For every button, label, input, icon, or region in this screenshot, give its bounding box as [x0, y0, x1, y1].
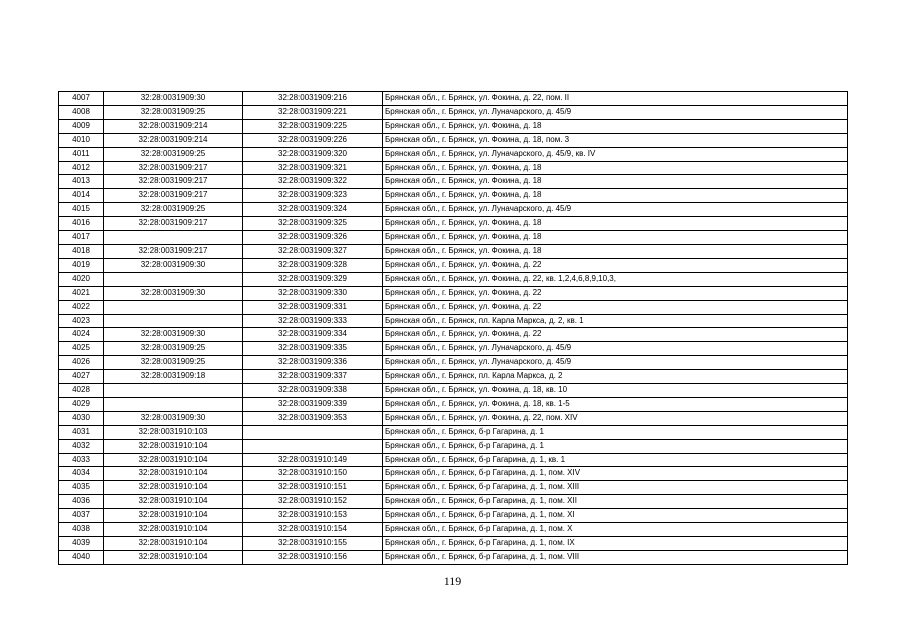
source-cadastral-number-cell: 32:28:0031909:217: [104, 175, 243, 189]
row-number-cell: 4031: [59, 425, 104, 439]
source-cadastral-number-cell: 32:28:0031909:25: [104, 356, 243, 370]
table-row: [59, 231, 848, 245]
table-row: [59, 175, 848, 189]
source-cadastral-number-cell: 32:28:0031909:214: [104, 133, 243, 147]
cadastral-number-cell: 32:28:0031910:150: [243, 467, 383, 481]
address-cell: Брянская обл., г. Брянск, ул. Фокина, д. 18: [383, 161, 848, 175]
cadastral-number-cell: [243, 425, 383, 439]
table-row: [59, 119, 848, 133]
cadastral-number-cell: 32:28:0031909:325: [243, 217, 383, 231]
row-number-cell: 4035: [59, 481, 104, 495]
cadastral-number-cell: 32:28:0031909:221: [243, 105, 383, 119]
address-cell: Брянская обл., г. Брянск, ул. Фокина, д. 22, пом. II: [383, 92, 848, 106]
table-row: [59, 328, 848, 342]
row-number-cell: 4025: [59, 342, 104, 356]
table-row: [59, 203, 848, 217]
row-number-cell: 4010: [59, 133, 104, 147]
row-number-cell: 4012: [59, 161, 104, 175]
address-cell: Брянская обл., г. Брянск, ул. Фокина, д. 22: [383, 300, 848, 314]
address-cell: Брянская обл., г. Брянск, б-р Гагарина, д. 1, пом. VIII: [383, 550, 848, 564]
source-cadastral-number-cell: 32:28:0031909:214: [104, 119, 243, 133]
address-cell: Брянская обл., г. Брянск, ул. Фокина, д. 22: [383, 328, 848, 342]
cadastral-number-cell: 32:28:0031909:322: [243, 175, 383, 189]
source-cadastral-number-cell: 32:28:0031909:25: [104, 147, 243, 161]
address-cell: Брянская обл., г. Брянск, ул. Луначарского, д. 45/9, кв. IV: [383, 147, 848, 161]
address-cell: Брянская обл., г. Брянск, ул. Фокина, д. 18: [383, 244, 848, 258]
address-cell: Брянская обл., г. Брянск, пл. Карла Маркса, д. 2: [383, 370, 848, 384]
table-row: [59, 453, 848, 467]
row-number-cell: 4018: [59, 244, 104, 258]
address-cell: Брянская обл., г. Брянск, ул. Фокина, д. 18, пом. 3: [383, 133, 848, 147]
cadastral-number-cell: 32:28:0031909:216: [243, 92, 383, 106]
address-cell: Брянская обл., г. Брянск, ул. Фокина, д. 22: [383, 286, 848, 300]
property-registry-table: [58, 91, 848, 565]
cadastral-number-cell: 32:28:0031909:335: [243, 342, 383, 356]
address-cell: Брянская обл., г. Брянск, б-р Гагарина, д. 1: [383, 425, 848, 439]
source-cadastral-number-cell: [104, 397, 243, 411]
table-row: [59, 439, 848, 453]
source-cadastral-number-cell: 32:28:0031910:104: [104, 550, 243, 564]
source-cadastral-number-cell: 32:28:0031909:25: [104, 342, 243, 356]
table-row: [59, 300, 848, 314]
table-row: [59, 161, 848, 175]
cadastral-number-cell: 32:28:0031909:226: [243, 133, 383, 147]
table-row: [59, 411, 848, 425]
cadastral-number-cell: 32:28:0031910:149: [243, 453, 383, 467]
table-row: [59, 105, 848, 119]
address-cell: Брянская обл., г. Брянск, б-р Гагарина, д. 1, пом. XIV: [383, 467, 848, 481]
row-number-cell: 4007: [59, 92, 104, 106]
address-cell: Брянская обл., г. Брянск, ул. Луначарского, д. 45/9: [383, 342, 848, 356]
row-number-cell: 4037: [59, 509, 104, 523]
address-cell: Брянская обл., г. Брянск, б-р Гагарина, д. 1: [383, 439, 848, 453]
source-cadastral-number-cell: 32:28:0031909:30: [104, 328, 243, 342]
address-cell: Брянская обл., г. Брянск, б-р Гагарина, д. 1, пом. XIII: [383, 481, 848, 495]
source-cadastral-number-cell: 32:28:0031910:104: [104, 537, 243, 551]
table-row: [59, 314, 848, 328]
cadastral-number-cell: 32:28:0031909:327: [243, 244, 383, 258]
row-number-cell: 4026: [59, 356, 104, 370]
cadastral-number-cell: 32:28:0031909:339: [243, 397, 383, 411]
row-number-cell: 4017: [59, 231, 104, 245]
cadastral-number-cell: 32:28:0031910:156: [243, 550, 383, 564]
cadastral-number-cell: 32:28:0031910:154: [243, 523, 383, 537]
row-number-cell: 4009: [59, 119, 104, 133]
address-cell: Брянская обл., г. Брянск, ул. Фокина, д. 18: [383, 119, 848, 133]
table-row: [59, 286, 848, 300]
row-number-cell: 4032: [59, 439, 104, 453]
table-row: [59, 425, 848, 439]
table-row: [59, 509, 848, 523]
table-row: [59, 481, 848, 495]
source-cadastral-number-cell: 32:28:0031909:217: [104, 244, 243, 258]
table-row: [59, 550, 848, 564]
table-row: [59, 244, 848, 258]
address-cell: Брянская обл., г. Брянск, б-р Гагарина, д. 1, пом. XI: [383, 509, 848, 523]
row-number-cell: 4013: [59, 175, 104, 189]
cadastral-number-cell: 32:28:0031909:320: [243, 147, 383, 161]
table-row: [59, 384, 848, 398]
table-row: [59, 189, 848, 203]
row-number-cell: 4016: [59, 217, 104, 231]
source-cadastral-number-cell: 32:28:0031910:104: [104, 509, 243, 523]
table-body: [59, 92, 848, 565]
row-number-cell: 4021: [59, 286, 104, 300]
row-number-cell: 4014: [59, 189, 104, 203]
source-cadastral-number-cell: 32:28:0031909:30: [104, 286, 243, 300]
cadastral-number-cell: 32:28:0031909:337: [243, 370, 383, 384]
source-cadastral-number-cell: 32:28:0031910:104: [104, 453, 243, 467]
page-number: 119: [443, 574, 462, 588]
source-cadastral-number-cell: 32:28:0031909:18: [104, 370, 243, 384]
table-row: [59, 370, 848, 384]
row-number-cell: 4019: [59, 258, 104, 272]
row-number-cell: 4033: [59, 453, 104, 467]
table-row: [59, 356, 848, 370]
row-number-cell: 4028: [59, 384, 104, 398]
row-number-cell: 4015: [59, 203, 104, 217]
address-cell: Брянская обл., г. Брянск, ул. Фокина, д. 18: [383, 217, 848, 231]
source-cadastral-number-cell: 32:28:0031910:104: [104, 495, 243, 509]
table-row: [59, 397, 848, 411]
row-number-cell: 4020: [59, 272, 104, 286]
source-cadastral-number-cell: 32:28:0031910:104: [104, 523, 243, 537]
source-cadastral-number-cell: [104, 384, 243, 398]
source-cadastral-number-cell: [104, 300, 243, 314]
cadastral-number-cell: 32:28:0031909:331: [243, 300, 383, 314]
table-row: [59, 258, 848, 272]
row-number-cell: 4023: [59, 314, 104, 328]
cadastral-number-cell: 32:28:0031909:329: [243, 272, 383, 286]
source-cadastral-number-cell: 32:28:0031909:30: [104, 258, 243, 272]
source-cadastral-number-cell: 32:28:0031909:30: [104, 92, 243, 106]
source-cadastral-number-cell: 32:28:0031909:217: [104, 161, 243, 175]
address-cell: Брянская обл., г. Брянск, б-р Гагарина, д. 1, кв. 1: [383, 453, 848, 467]
row-number-cell: 4040: [59, 550, 104, 564]
address-cell: Брянская обл., г. Брянск, ул. Фокина, д. 18, кв. 10: [383, 384, 848, 398]
row-number-cell: 4034: [59, 467, 104, 481]
cadastral-number-cell: 32:28:0031909:338: [243, 384, 383, 398]
address-cell: Брянская обл., г. Брянск, ул. Фокина, д. 18: [383, 231, 848, 245]
table-row: [59, 133, 848, 147]
cadastral-number-cell: 32:28:0031909:333: [243, 314, 383, 328]
document-page: [58, 91, 847, 565]
cadastral-number-cell: 32:28:0031910:155: [243, 537, 383, 551]
source-cadastral-number-cell: 32:28:0031910:104: [104, 467, 243, 481]
source-cadastral-number-cell: [104, 314, 243, 328]
address-cell: Брянская обл., г. Брянск, ул. Луначарского, д. 45/9: [383, 105, 848, 119]
table-row: [59, 217, 848, 231]
address-cell: Брянская обл., г. Брянск, ул. Луначарского, д. 45/9: [383, 203, 848, 217]
source-cadastral-number-cell: 32:28:0031909:30: [104, 411, 243, 425]
source-cadastral-number-cell: 32:28:0031909:217: [104, 217, 243, 231]
table-row: [59, 495, 848, 509]
cadastral-number-cell: 32:28:0031909:324: [243, 203, 383, 217]
cadastral-number-cell: 32:28:0031909:321: [243, 161, 383, 175]
table-row: [59, 92, 848, 106]
address-cell: Брянская обл., г. Брянск, б-р Гагарина, д. 1, пом. X: [383, 523, 848, 537]
cadastral-number-cell: 32:28:0031909:334: [243, 328, 383, 342]
address-cell: Брянская обл., г. Брянск, ул. Фокина, д. 22, кв. 1,2,4,6,8,9,10,3,: [383, 272, 848, 286]
source-cadastral-number-cell: [104, 272, 243, 286]
table-row: [59, 272, 848, 286]
row-number-cell: 4038: [59, 523, 104, 537]
address-cell: Брянская обл., г. Брянск, ул. Фокина, д. 18: [383, 189, 848, 203]
address-cell: Брянская обл., г. Брянск, ул. Фокина, д. 22: [383, 258, 848, 272]
address-cell: Брянская обл., г. Брянск, б-р Гагарина, д. 1, пом. XII: [383, 495, 848, 509]
source-cadastral-number-cell: 32:28:0031910:103: [104, 425, 243, 439]
row-number-cell: 4008: [59, 105, 104, 119]
cadastral-number-cell: 32:28:0031910:152: [243, 495, 383, 509]
source-cadastral-number-cell: [104, 231, 243, 245]
cadastral-number-cell: 32:28:0031909:328: [243, 258, 383, 272]
cadastral-number-cell: 32:28:0031909:353: [243, 411, 383, 425]
cadastral-number-cell: 32:28:0031910:153: [243, 509, 383, 523]
row-number-cell: 4011: [59, 147, 104, 161]
address-cell: Брянская обл., г. Брянск, ул. Фокина, д. 18: [383, 175, 848, 189]
address-cell: Брянская обл., г. Брянск, б-р Гагарина, д. 1, пом. IX: [383, 537, 848, 551]
source-cadastral-number-cell: 32:28:0031909:25: [104, 203, 243, 217]
source-cadastral-number-cell: 32:28:0031909:217: [104, 189, 243, 203]
cadastral-number-cell: [243, 439, 383, 453]
row-number-cell: 4030: [59, 411, 104, 425]
table-row: [59, 523, 848, 537]
cadastral-number-cell: 32:28:0031909:326: [243, 231, 383, 245]
row-number-cell: 4029: [59, 397, 104, 411]
source-cadastral-number-cell: 32:28:0031909:25: [104, 105, 243, 119]
cadastral-number-cell: 32:28:0031910:151: [243, 481, 383, 495]
table-row: [59, 467, 848, 481]
table-row: [59, 147, 848, 161]
source-cadastral-number-cell: 32:28:0031910:104: [104, 439, 243, 453]
row-number-cell: 4036: [59, 495, 104, 509]
table-row: [59, 537, 848, 551]
row-number-cell: 4024: [59, 328, 104, 342]
address-cell: Брянская обл., г. Брянск, ул. Луначарского, д. 45/9: [383, 356, 848, 370]
address-cell: Брянская обл., г. Брянск, ул. Фокина, д. 22, пом. XIV: [383, 411, 848, 425]
row-number-cell: 4039: [59, 537, 104, 551]
row-number-cell: 4027: [59, 370, 104, 384]
table-row: [59, 342, 848, 356]
address-cell: Брянская обл., г. Брянск, ул. Фокина, д. 18, кв. 1-5: [383, 397, 848, 411]
cadastral-number-cell: 32:28:0031909:336: [243, 356, 383, 370]
cadastral-number-cell: 32:28:0031909:330: [243, 286, 383, 300]
row-number-cell: 4022: [59, 300, 104, 314]
cadastral-number-cell: 32:28:0031909:225: [243, 119, 383, 133]
address-cell: Брянская обл., г. Брянск, пл. Карла Маркса, д. 2, кв. 1: [383, 314, 848, 328]
cadastral-number-cell: 32:28:0031909:323: [243, 189, 383, 203]
source-cadastral-number-cell: 32:28:0031910:104: [104, 481, 243, 495]
